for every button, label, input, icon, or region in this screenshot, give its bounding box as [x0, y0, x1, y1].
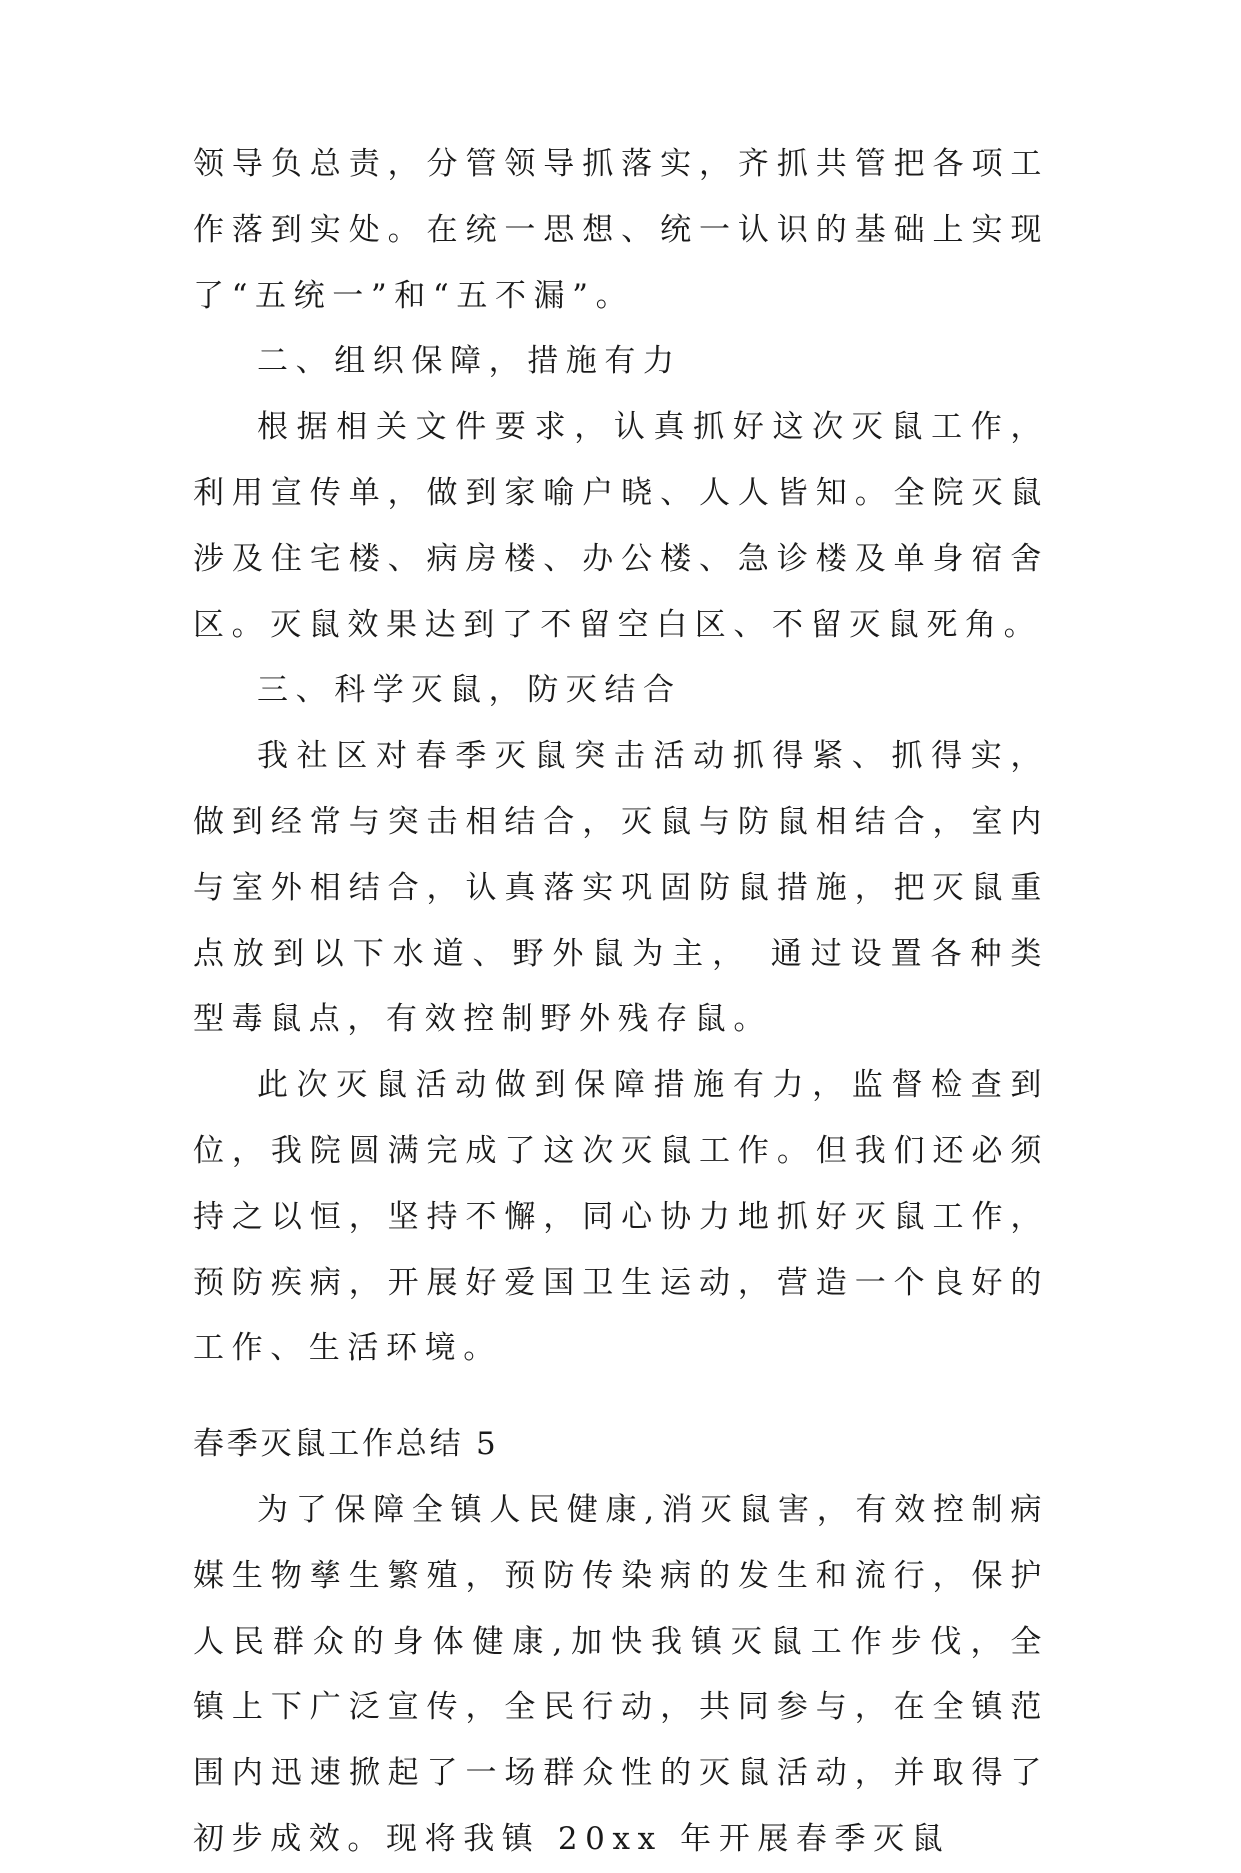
paragraph-3: 我社区对春季灭鼠突击活动抓得紧、抓得实，做到经常与突击相结合，灭鼠与防鼠相结合，室内与室外相结合，认真落实巩固防鼠措施，把灭鼠重点放到以下水道、野外鼠为主， 通过设置各种类型毒鼠点，有效控制野外残存鼠。 [193, 738, 1049, 1038]
paragraph-2: 根据相关文件要求，认真抓好这次灭鼠工作，利用宣传单，做到家喻户晓、人人皆知。全院灭鼠涉及住宅楼、病房楼、办公楼、急诊楼及单身宿舍区。灭鼠效果达到了不留空白区、不留灭鼠死角。 [193, 409, 1049, 643]
section-title: 春季灭鼠工作总结 5 [193, 1426, 499, 1463]
heading-science: 三、科学灭鼠，防灭结合 [257, 672, 682, 709]
document-page [193, 132, 1049, 1873]
paragraph-1: 领导负总责，分管领导抓落实，齐抓共管把各项工作落到实处。在统一思想、统一认识的基础上实现了“五统一”和“五不漏”。 [193, 146, 1049, 314]
paragraph-4: 此次灭鼠活动做到保障措施有力，监督检查到位，我院圆满完成了这次灭鼠工作。但我们还必须持之以恒，坚持不懈，同心协力地抓好灭鼠工作，预防疾病，开展好爱国卫生运动，营造一个良好的工作、生活环境。 [193, 1067, 1049, 1367]
heading-organization: 二、组织保障，措施有力 [257, 343, 682, 380]
paragraph-5: 为了保障全镇人民健康,消灭鼠害，有效控制病媒生物孳生繁殖，预防传染病的发生和流行，保护人民群众的身体健康,加快我镇灭鼠工作步伐，全镇上下广泛宣传，全民行动，共同参与，在全镇范围内迅速掀起了一场群众性的灭鼠活动，并取得了初步成效。现将我镇 20xx 年开展春季灭鼠 [193, 1491, 1049, 1857]
